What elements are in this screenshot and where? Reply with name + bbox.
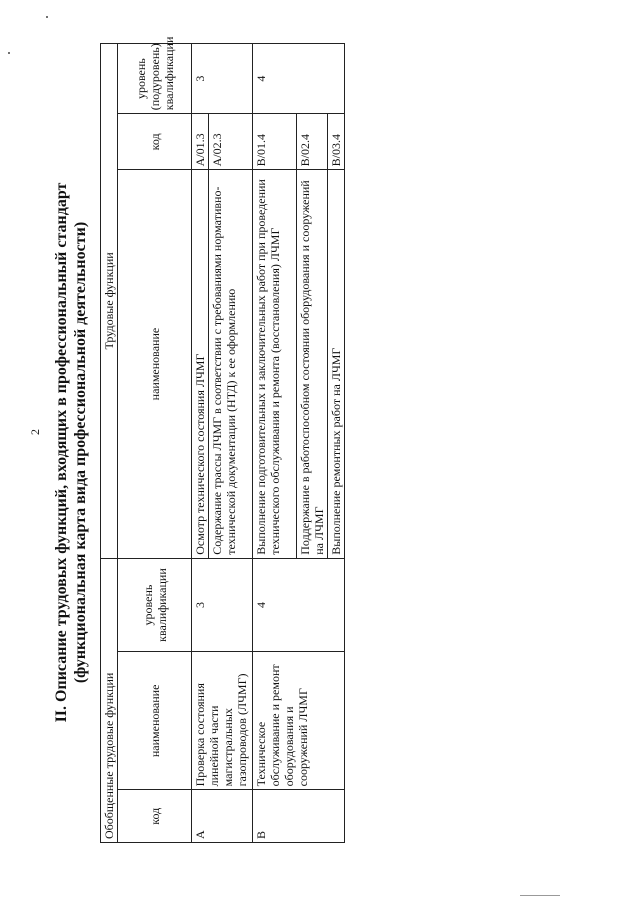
function-code: В/01.4 xyxy=(253,114,297,170)
function-sublevel: 3 xyxy=(192,44,253,114)
header-generalized-functions: Обобщенные трудовые функции xyxy=(101,558,118,842)
header-function-name: наименование xyxy=(118,170,192,558)
page-number: 2 xyxy=(28,429,42,435)
section-title xyxy=(52,0,90,905)
header-sublevel: уровень (подуровень) квалификации xyxy=(118,44,192,114)
header-row-groups xyxy=(101,44,118,843)
header-labor-functions: Трудовые функции xyxy=(101,44,118,559)
gen-code-a: А xyxy=(192,790,253,843)
gen-level-b: 4 xyxy=(253,558,345,652)
function-name: Осмотр технического состояния ЛЧМГ xyxy=(192,170,209,558)
function-code: А/01.3 xyxy=(192,114,209,170)
function-code: В/02.4 xyxy=(297,114,328,170)
function-code: В/03.4 xyxy=(328,114,345,170)
header-row-columns xyxy=(118,44,192,843)
title-line-2: (функциональная карта вида профессиональной деятельности) xyxy=(72,221,89,684)
title-line-1: II. Описание трудовых функций, входящих в профессиональный стандарт xyxy=(53,182,70,723)
function-name: Выполнение подготовительных и заключительных работ при проведении технического обслуживания и ремонта (восстановления) ЛЧМГ xyxy=(253,170,297,558)
gen-name-b: Техническое обслуживание и ремонт оборудования и сооружений ЛЧМГ xyxy=(253,652,345,790)
gen-name-a: Проверка состояния линейной части магистральных газопроводов (ЛЧМГ) xyxy=(192,652,253,790)
functional-map-table xyxy=(100,36,345,843)
header-function-code: код xyxy=(118,114,192,170)
table-row xyxy=(253,44,297,843)
function-code: А/02.3 xyxy=(209,114,253,170)
function-name: Выполнение ремонтных работ на ЛЧМГ xyxy=(328,170,345,558)
table-row xyxy=(192,44,209,843)
function-name: Поддержание в работоспособном состоянии оборудования и сооружений на ЛЧМГ xyxy=(297,170,328,558)
header-code: код xyxy=(118,790,192,843)
gen-code-b: В xyxy=(253,790,345,843)
gen-level-a: 3 xyxy=(192,558,253,652)
function-sublevel: 4 xyxy=(253,44,345,114)
function-name: Содержание трассы ЛЧМГ в соответствии с требованиями нормативно-технической документации (НТД) к ее оформлению xyxy=(209,170,253,558)
header-qualification-level: уровень квалификации xyxy=(118,558,192,652)
header-name: наименование xyxy=(118,652,192,790)
